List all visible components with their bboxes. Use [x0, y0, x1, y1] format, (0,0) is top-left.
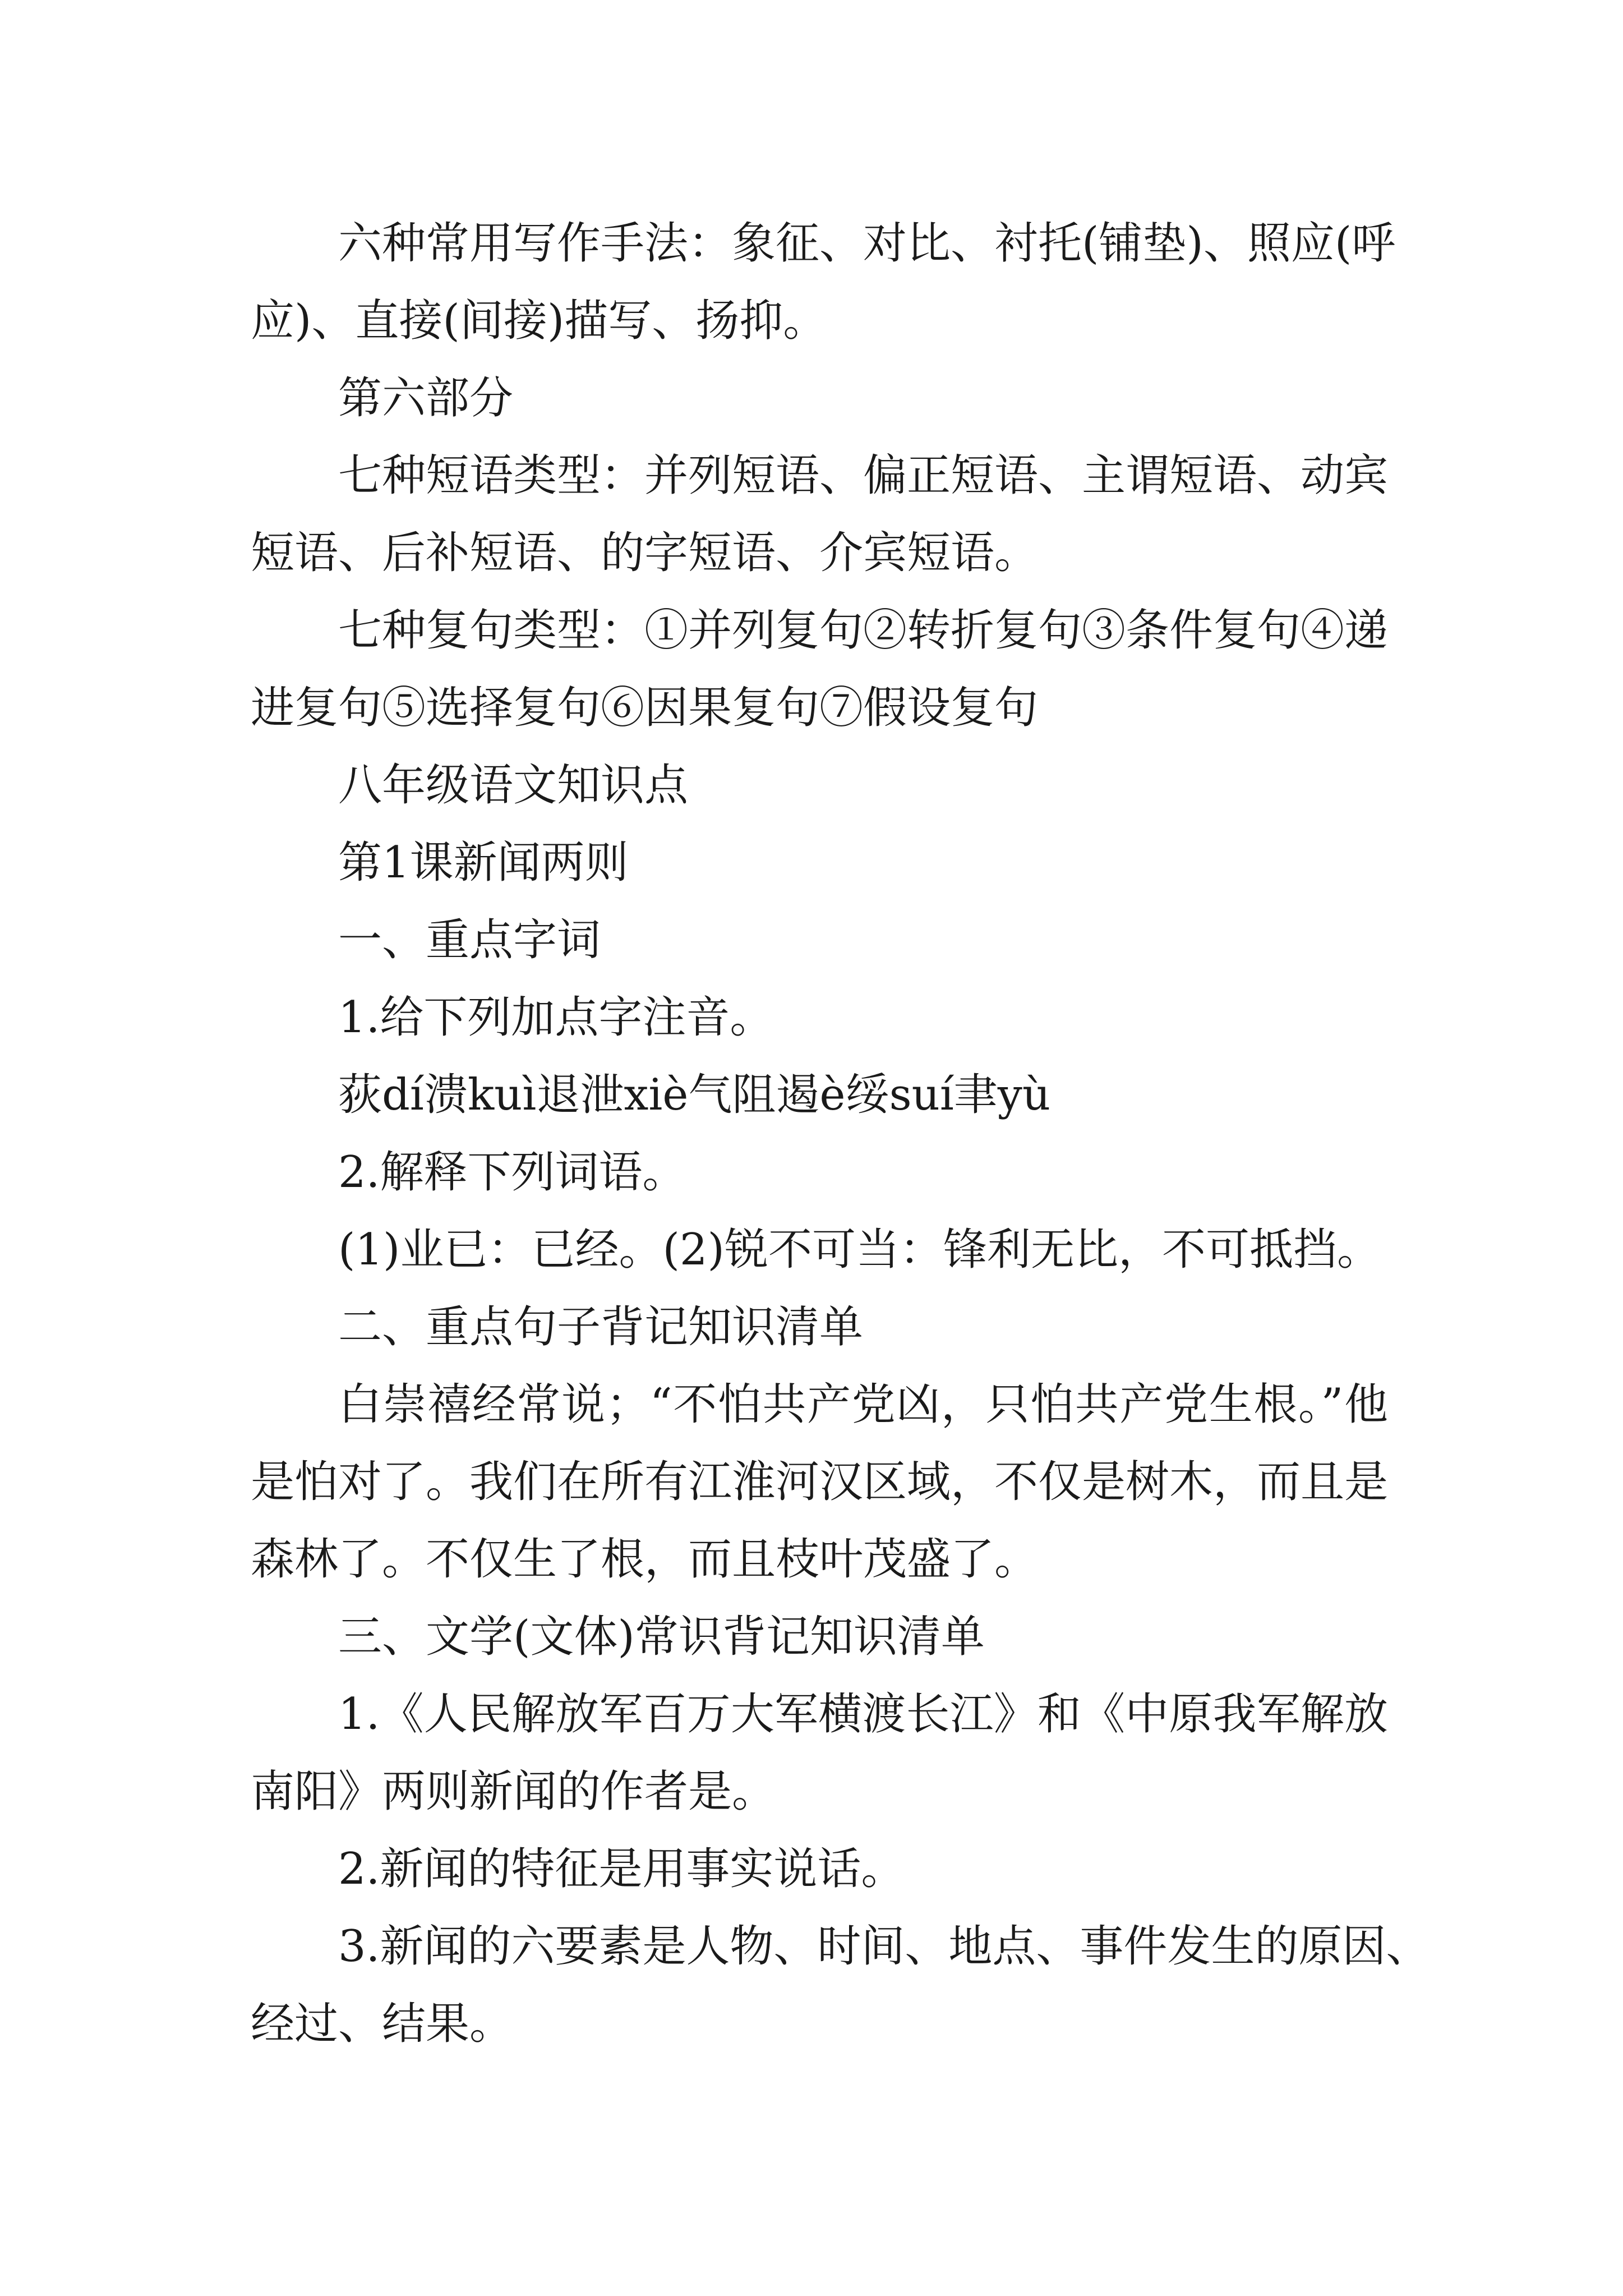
text-line: (1)业已：已经。(2)锐不可当：锋利无比，不可抵挡。 [338, 1225, 1381, 1275]
text-line: 白崇禧经常说；“不怕共产党凶，只怕共产党生根。”他 [338, 1379, 1388, 1430]
text-line: 荻dí溃kuì退泄xiè气阻遏è绥suí聿yù [338, 1070, 1051, 1120]
heading-grade-eight-knowledge [251, 747, 1388, 824]
text-line: 应)、直接(间接)描写、扬抑。 [251, 296, 827, 346]
text-line: 七种复句类型：①并列复句②转折复句③条件复句④递 [338, 605, 1389, 656]
text-line: 二、重点句子背记知识清单 [338, 1302, 864, 1352]
text-line: 森林了。不仅生了根，而且枝叶茂盛了。 [251, 1534, 1039, 1585]
text-line: 3.新闻的六要素是人物、时间、地点、事件发生的原因、 [338, 1921, 1430, 1972]
text-line: 八年级语文知识点 [338, 760, 689, 811]
text-line: 2.解释下列词语。 [338, 1147, 686, 1198]
text-line: 六种常用写作手法：象征、对比、衬托(铺垫)、照应(呼 [338, 218, 1396, 269]
text-line: 1.给下列加点字注音。 [338, 992, 774, 1043]
text-line: 2.新闻的特征是用事实说话。 [338, 1844, 905, 1894]
heading-part-six [251, 360, 1388, 437]
paragraph-complex-sentence-types [251, 592, 1388, 747]
text-line: 第1课新闻两则 [338, 838, 629, 888]
text-line: 进复句⑤选择复句⑥因果复句⑦假设复句 [251, 683, 1039, 733]
paragraph-quote [251, 1366, 1388, 1598]
heading-key-words [251, 901, 1388, 979]
text-line: 短语、后补短语、的字短语、介宾短语。 [251, 528, 1039, 578]
document-body [251, 205, 1430, 2063]
text-line: 1.《人民解放军百万大军横渡长江》和《中原我军解放 [338, 1689, 1388, 1740]
paragraph-writing-techniques [251, 205, 1396, 360]
heading-literary-knowledge [251, 1598, 1388, 1676]
item-news-elements [251, 1908, 1430, 2063]
heading-key-sentences [251, 1289, 1388, 1366]
pinyin-answers [251, 1056, 1388, 1134]
item-news-author [251, 1676, 1388, 1830]
word-explanations [251, 1211, 1388, 1289]
text-line: 七种短语类型：并列短语、偏正短语、主谓短语、动宾 [338, 450, 1389, 501]
heading-lesson-one [251, 824, 1388, 901]
text-line: 第六部分 [338, 373, 514, 424]
item-news-feature [251, 1830, 1388, 1908]
paragraph-phrase-types [251, 437, 1388, 592]
text-line: 三、文学(文体)常识背记知识清单 [338, 1612, 985, 1662]
text-line: 经过、结果。 [251, 1999, 514, 2049]
text-line: 一、重点字词 [338, 915, 601, 965]
text-line: 南阳》两则新闻的作者是。 [251, 1766, 776, 1817]
item-pinyin-instruction [251, 979, 1388, 1056]
item-explain-words [251, 1134, 1388, 1211]
text-line: 是怕对了。我们在所有江淮河汉区域，不仅是树木，而且是 [251, 1457, 1389, 1507]
